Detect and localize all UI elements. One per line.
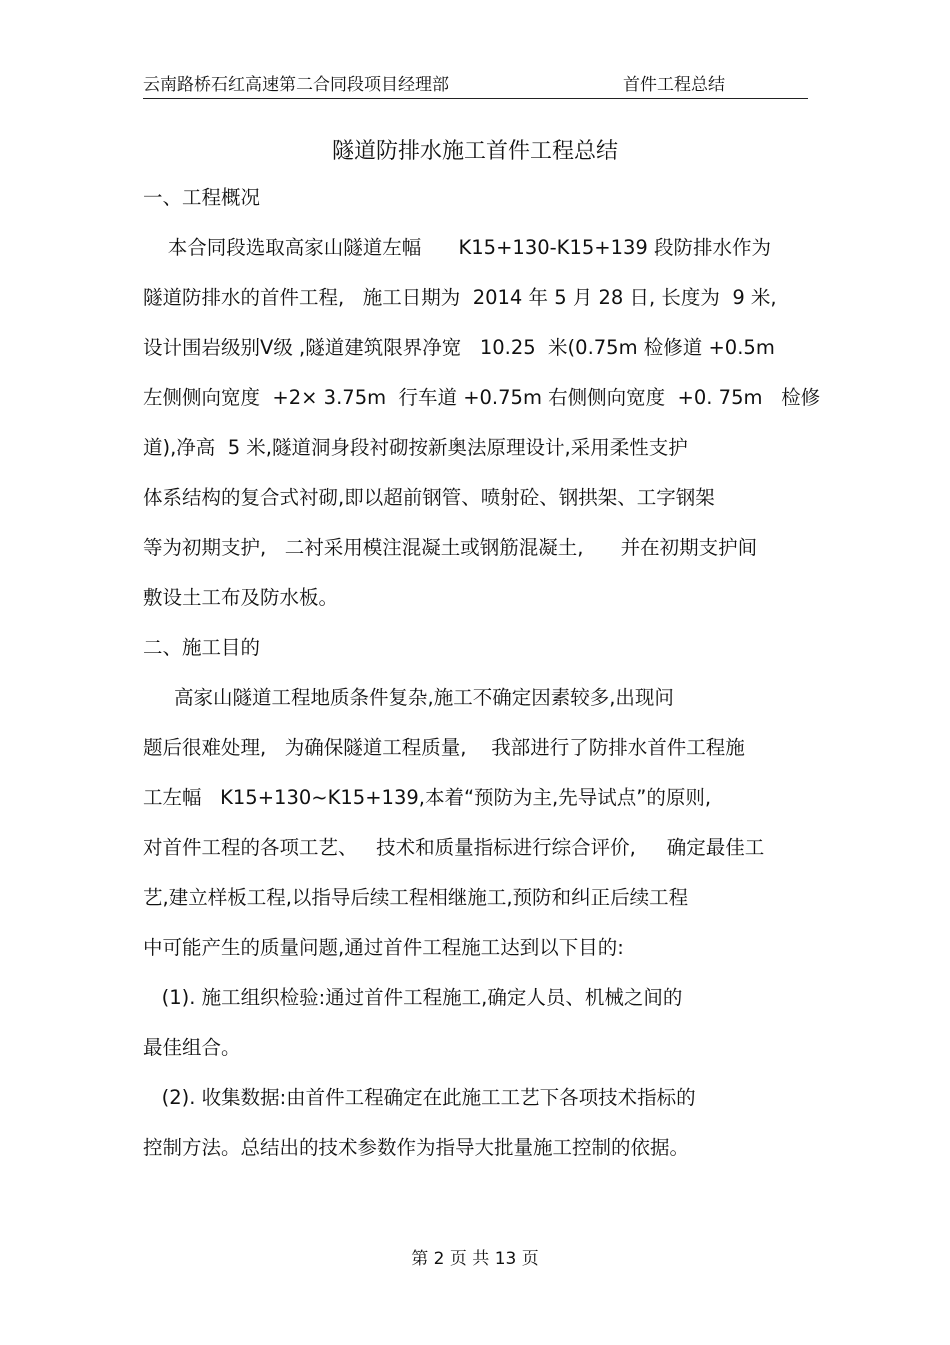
body-line: 最佳组合。 <box>143 1036 241 1059</box>
body-line: 艺,建立样板工程,以指导后续工程相继施工,预防和纠正后续工程 <box>143 886 689 909</box>
header-organization: 云南路桥石红高速第二合同段项目经理部 <box>143 75 449 95</box>
body-line: 控制方法。总结出的技术参数作为指导大批量施工控制的依据。 <box>143 1136 690 1159</box>
page-header <box>143 70 808 99</box>
body-line: 设计围岩级别Ⅴ级 ,隧道建筑限界净宽 10.25 米(0.75m 检修道 +0.5m <box>143 336 775 359</box>
page-number: 第 2 页 共 13 页 <box>411 1249 539 1269</box>
body-line: 隧道防排水的首件工程, 施工日期为 2014 年 5 月 28 日, 长度为 9 米, <box>143 286 777 309</box>
body-line: 工左幅 K15+130~K15+139,本着“预防为主,先导试点”的原则, <box>143 786 712 809</box>
section-heading-overview: 一、工程概况 <box>143 186 261 209</box>
body-line: 对首件工程的各项工艺、 技术和质量指标进行综合评价, 确定最佳工 <box>143 836 765 859</box>
body-line: 高家山隧道工程地质条件复杂,施工不确定因素较多,出现问 <box>143 686 674 709</box>
body-line: 本合同段选取高家山隧道左幅 K15+130-K15+139 段防排水作为 <box>143 236 772 259</box>
body-line: 题后很难处理, 为确保隧道工程质量, 我部进行了防排水首件工程施 <box>143 736 745 759</box>
section-heading-purpose: 二、施工目的 <box>143 636 261 659</box>
document-title: 隧道防排水施工首件工程总结 <box>331 139 618 164</box>
body-line: 中可能产生的质量问题,通过首件工程施工达到以下目的: <box>143 936 624 959</box>
body-line: 等为初期支护, 二衬采用模注混凝土或钢筋混凝土, 并在初期支护间 <box>143 536 758 559</box>
list-item-1: (1). 施工组织检验:通过首件工程施工,确定人员、机械之间的 <box>143 986 683 1009</box>
body-line: 敷设土工布及防水板。 <box>143 586 339 609</box>
list-item-2: (2). 收集数据:由首件工程确定在此施工工艺下各项技术指标的 <box>143 1086 696 1109</box>
header-document-title: 首件工程总结 <box>623 75 725 95</box>
body-line: 道),净高 5 米,隧道洞身段衬砌按新奥法原理设计,采用柔性支护 <box>143 436 688 459</box>
body-line: 体系结构的复合式衬砌,即以超前钢管、喷射砼、钢拱架、工字钢架 <box>143 486 715 509</box>
body-line: 左侧侧向宽度 +2× 3.75m 行车道 +0.75m 右侧侧向宽度 +0. 75m 检修 <box>143 386 821 409</box>
